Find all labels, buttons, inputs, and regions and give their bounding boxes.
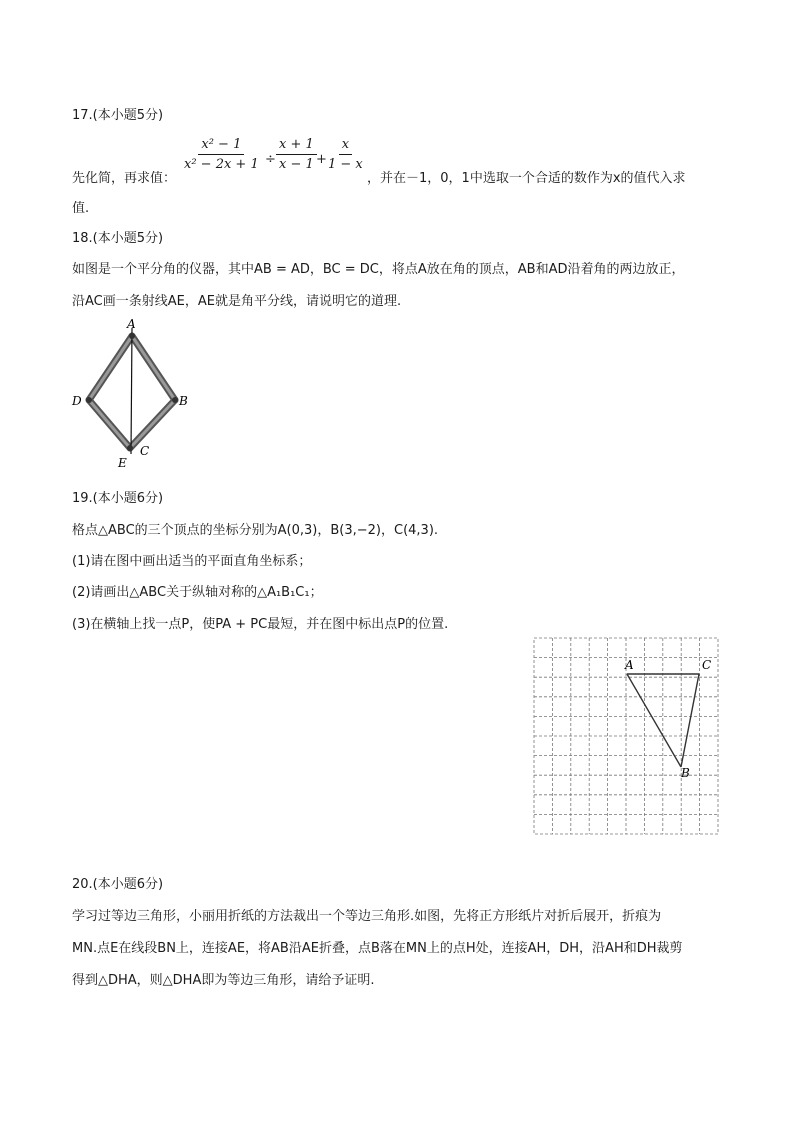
q18-label-E: E — [118, 456, 127, 470]
q19-text-line1: 格点△ABC的三个顶点的坐标分别为A(0,3)，B(3,−2)，C(4,3). — [72, 523, 439, 538]
q19-side-AB — [627, 674, 681, 767]
q18-label-B: B — [179, 394, 188, 408]
q19-item-1: (1)请在图中画出适当的平面直角坐标系； — [72, 554, 312, 569]
q19-item-3: (3)在横轴上找一点P，使PA + PC最短，并在图中标出点P的位置. — [72, 617, 449, 632]
q17-fraction-1 — [184, 137, 259, 172]
q20-header: 20.(本小题6分) — [72, 877, 164, 892]
q17-divide-sign: ÷ — [265, 152, 276, 167]
q20-text-line3: 得到△DHA，则△DHA即为等边三角形，请给予证明. — [72, 973, 375, 988]
q17-fraction-3 — [328, 137, 363, 172]
q18-label-D: D — [72, 394, 82, 408]
q17-fraction-2-numerator: x + 1 — [276, 137, 317, 155]
q19-header: 19.(本小题6分) — [72, 491, 164, 506]
q20-text-line1: 学习过等边三角形，小丽用折纸的方法裁出一个等边三角形.如图，先将正方形纸片对折后展开，折痕为 — [72, 909, 662, 924]
q17-fraction-3-numerator: x — [339, 137, 352, 155]
q18-ray-AE — [131, 328, 132, 454]
q18-header: 18.(本小题5分) — [72, 231, 164, 246]
q18-text-line1: 如图是一个平分角的仪器，其中AB = AD，BC = DC，将点A放在角的顶点，AB和AD沿着角的两边放正， — [72, 262, 685, 277]
q19-label-B: B — [681, 766, 690, 780]
q19-label-C: C — [702, 658, 712, 672]
q18-angle-bisector-instrument-figure — [62, 316, 202, 471]
q17-fraction-1-numerator: x² − 1 — [198, 137, 244, 155]
q18-text-line2: 沿AC画一条射线AE，AE就是角平分线，请说明它的道理. — [72, 294, 402, 309]
q19-item-2: (2)请画出△ABC关于纵轴对称的△A₁B₁C₁； — [72, 585, 323, 600]
q17-fraction-1-denominator: x² − 2x + 1 — [184, 157, 259, 172]
q17-header: 17.(本小题5分) — [72, 108, 164, 123]
q17-text-tail: ，并在－1，0，1中选取一个合适的数作为x的值代入求 — [367, 171, 686, 186]
q17-text-line2: 值. — [72, 201, 90, 216]
q17-fraction-3-denominator: 1 − x — [328, 157, 363, 172]
q18-label-C: C — [140, 444, 150, 458]
q19-side-CB — [681, 674, 699, 767]
q17-fraction-2 — [276, 137, 317, 172]
q20-text-line2: MN.点E在线段BN上，连接AE，将AB沿AE折叠，点B落在MN上的点H处，连接AH，DH，沿AH和DH裁剪 — [72, 941, 683, 956]
q17-fraction-2-denominator: x − 1 — [279, 157, 314, 172]
q19-label-A: A — [625, 658, 634, 672]
q19-grid-figure — [531, 636, 721, 836]
q17-text-lead: 先化简，再求值： — [72, 171, 177, 186]
q18-label-A: A — [127, 317, 136, 331]
q17-plus-sign: + — [316, 152, 327, 167]
